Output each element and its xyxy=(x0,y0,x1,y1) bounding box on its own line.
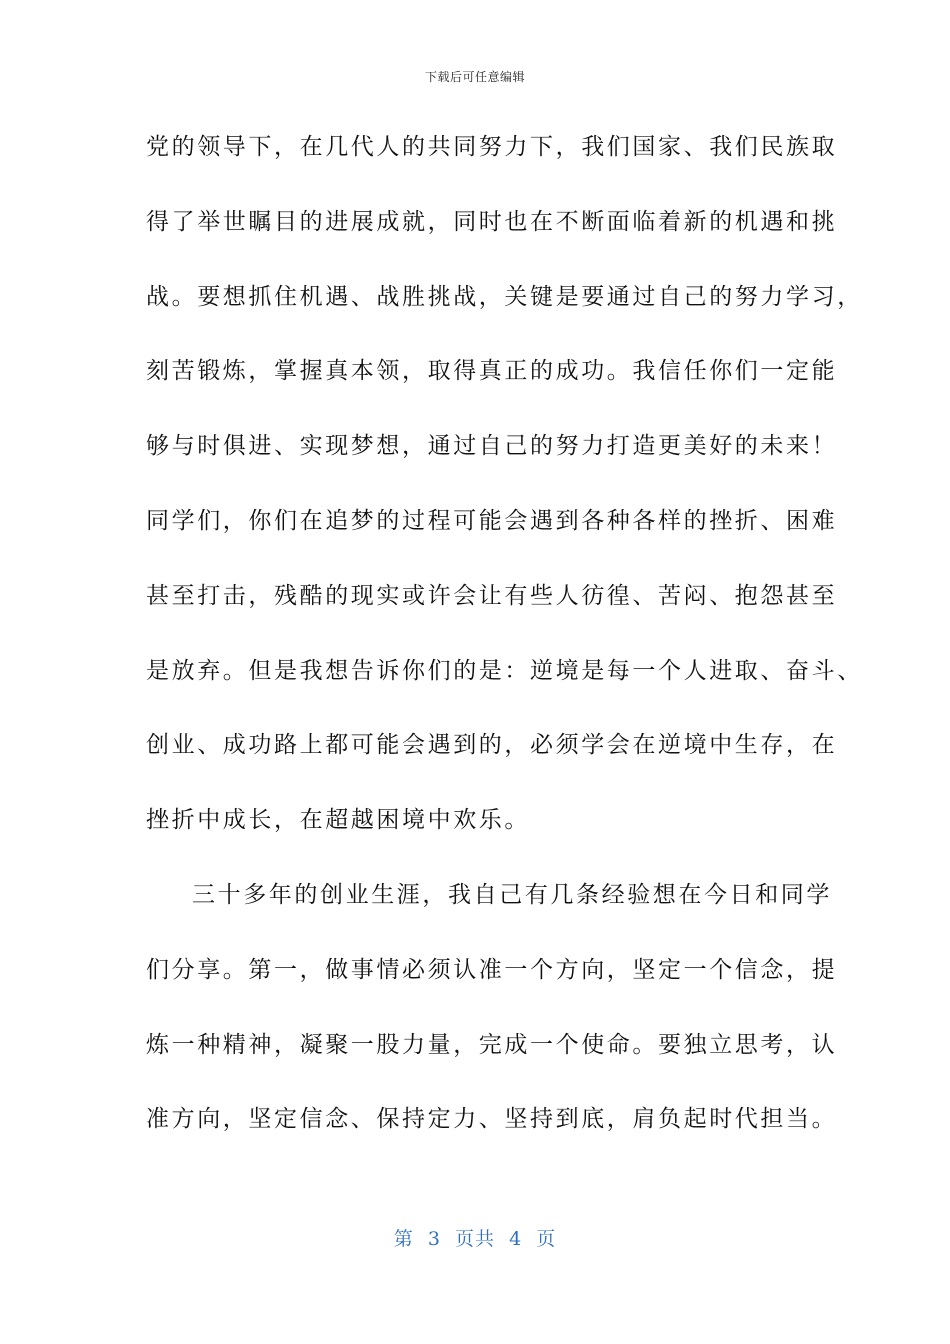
text-line: 党的领导下，在几代人的共同努力下，我们国家、我们民族取 xyxy=(146,134,838,160)
text-line: 创业、成功路上都可能会遇到的，必须学会在逆境中生存，在 xyxy=(146,732,838,759)
text-line: 准方向，坚定信念、保持定力、坚持到底，肩负起时代担当。 xyxy=(146,1106,838,1133)
text-line: 得了举世瞩目的进展成就，同时也在不断面临着新的机遇和挑 xyxy=(146,208,838,235)
text-line: 们分享。第一，做事情必须认准一个方向，坚定一个信念，提 xyxy=(146,956,838,983)
text-line: 战。要想抓住机遇、战胜挑战，关键是要通过自己的努力学习， xyxy=(146,283,863,310)
text-line: 同学们，你们在追梦的过程可能会遇到各种各样的挫折、困难 xyxy=(146,507,838,534)
text-line: 刻苦锻炼，掌握真本领，取得真正的成功。我信任你们一定能 xyxy=(146,358,838,385)
page-number-footer: 第 3 页共 4 页 xyxy=(393,1228,557,1250)
text-line: 是放弃。但是我想告诉你们的是：逆境是每一个人进取、奋斗、 xyxy=(146,657,863,684)
text-line: 炼一种精神，凝聚一股力量，完成一个使命。要独立思考，认 xyxy=(146,1031,838,1058)
paragraph-start-line: 三十多年的创业生涯，我自己有几条经验想在今日和同学 xyxy=(192,881,832,908)
document-body xyxy=(146,127,863,1174)
text-line: 甚至打击，残酷的现实或许会让有些人彷徨、苦闷、抱怨甚至 xyxy=(146,582,838,609)
text-line: 挫折中成长，在超越困境中欢乐。 xyxy=(146,807,530,834)
text-line: 够与时俱进、实现梦想，通过自己的努力打造更美好的未来！ xyxy=(146,433,838,460)
page-header: 下载后可任意编辑 xyxy=(424,70,525,84)
